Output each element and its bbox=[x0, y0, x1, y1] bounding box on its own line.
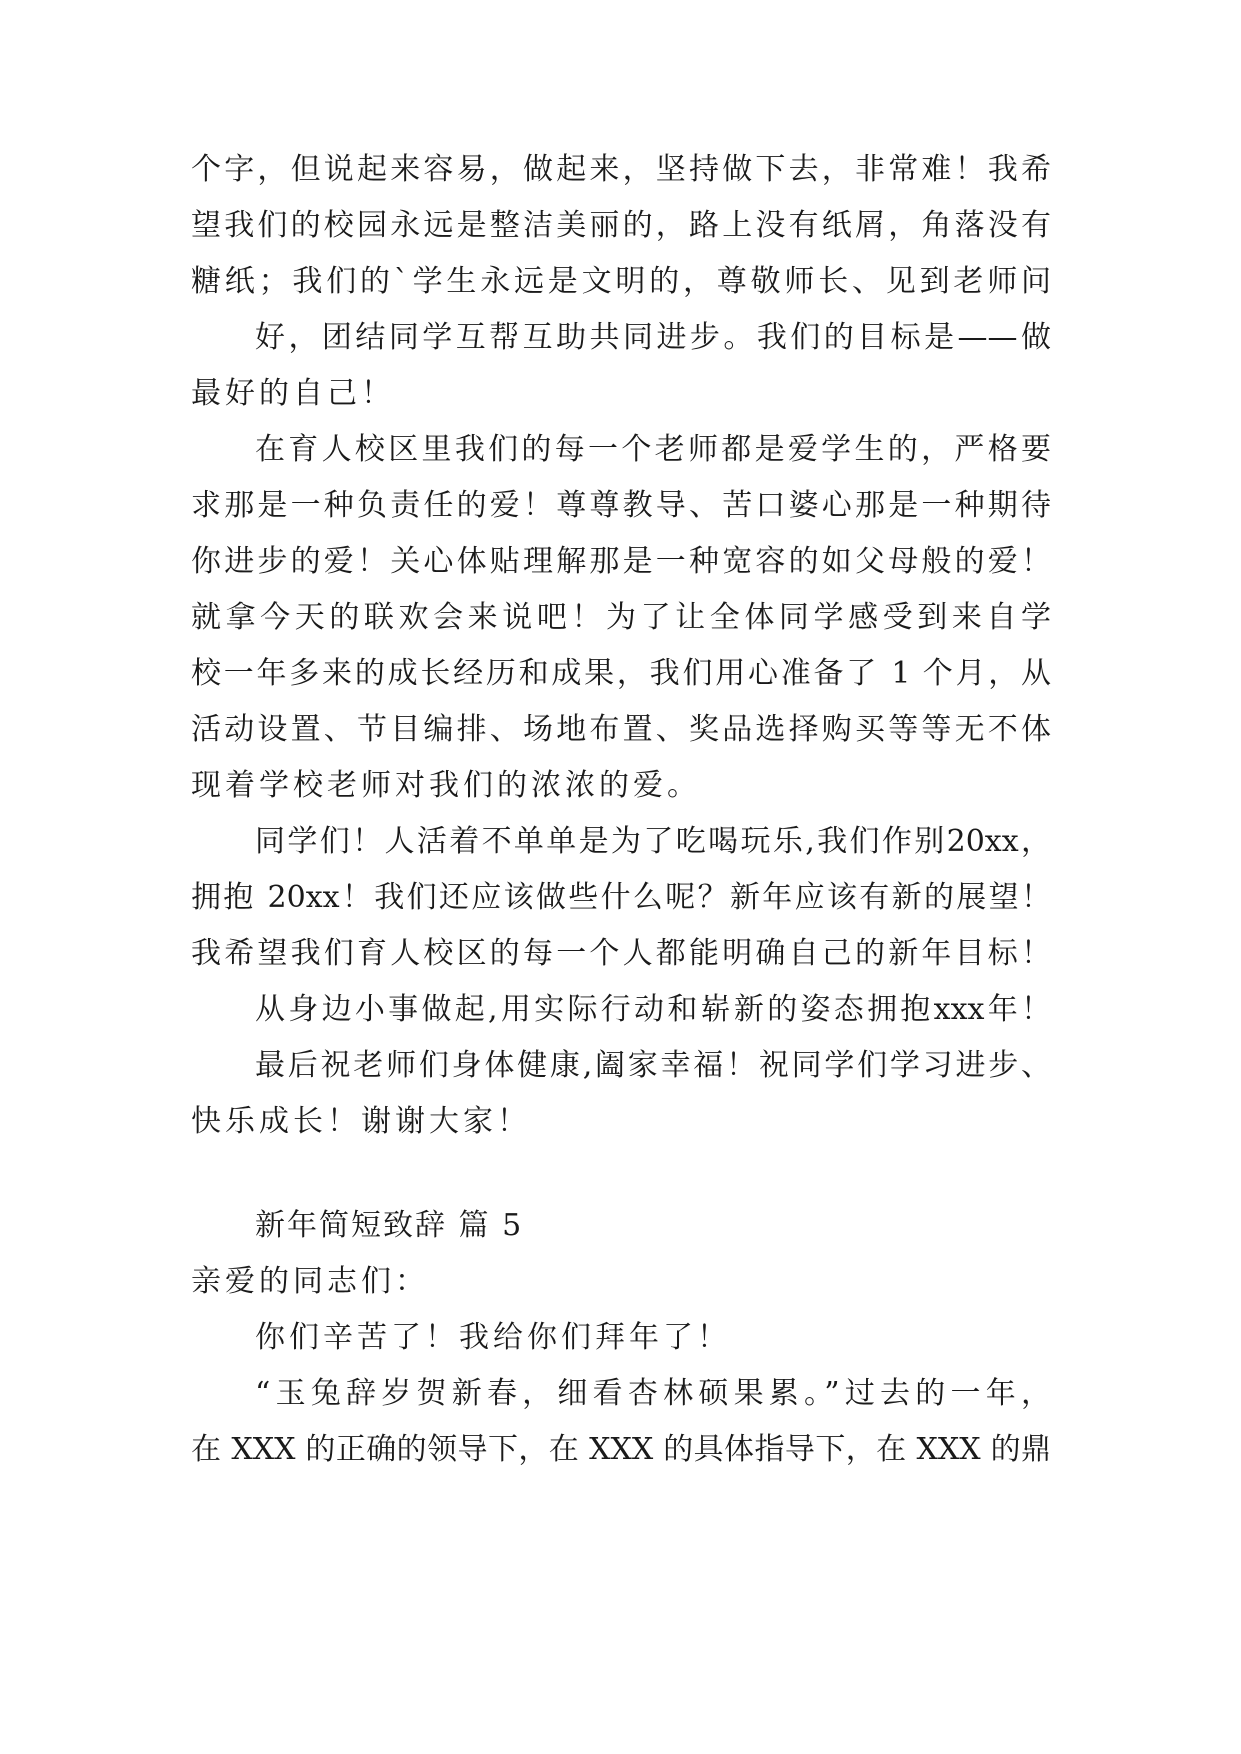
text-line: 你们辛苦了！我给你们拜年了！ bbox=[255, 1320, 731, 1355]
text-line: 在育人校区里我们的每一个老师都是爱学生的，严格要 bbox=[255, 432, 1051, 467]
text-line: 同学们！人活着不单单是为了吃喝玩乐,我们作别20xx， bbox=[255, 824, 1051, 859]
text-line: 从身边小事做起,用实际行动和崭新的姿态拥抱xxx年！ bbox=[255, 992, 1051, 1027]
text-line: 快乐成长！谢谢大家！ bbox=[191, 1104, 531, 1139]
text-line: 在 XXX 的正确的领导下，在 XXX 的具体指导下，在 XXX 的鼎 bbox=[191, 1432, 1051, 1467]
text-line: 最后祝老师们身体健康,阖家幸福！祝同学们学习进步、 bbox=[255, 1048, 1051, 1083]
text-line: 你进步的爱！关心体贴理解那是一种宽容的如父母般的爱！ bbox=[191, 544, 1051, 579]
text-line: 个字，但说起来容易，做起来，坚持做下去，非常难！我希 bbox=[191, 152, 1051, 187]
text-line: “玉兔辞岁贺新春，细看杏林硕果累。”过去的一年， bbox=[255, 1376, 1051, 1411]
text-line: 我希望我们育人校区的每一个人都能明确自己的新年目标！ bbox=[191, 936, 1051, 971]
text-line: 活动设置、节目编排、场地布置、奖品选择购买等等无不体 bbox=[191, 712, 1051, 747]
text-line: 拥抱 20xx！我们还应该做些什么呢？新年应该有新的展望！ bbox=[191, 880, 1051, 915]
text-line: 最好的自己！ bbox=[191, 376, 395, 411]
text-line: 求那是一种负责任的爱！尊尊教导、苦口婆心那是一种期待 bbox=[191, 488, 1051, 523]
text-line: 好，团结同学互帮互助共同进步。我们的目标是——做 bbox=[255, 320, 1051, 355]
section-heading: 新年简短致辞 篇 5 bbox=[255, 1208, 524, 1243]
text-line: 望我们的校园永远是整洁美丽的，路上没有纸屑，角落没有 bbox=[191, 208, 1051, 243]
text-line: 现着学校老师对我们的浓浓的爱。 bbox=[191, 768, 701, 803]
text-line: 就拿今天的联欢会来说吧！为了让全体同学感受到来自学 bbox=[191, 600, 1051, 635]
text-line: 校一年多来的成长经历和成果，我们用心准备了 1 个月，从 bbox=[191, 656, 1051, 691]
text-line: 糖纸；我们的`学生永远是文明的，尊敬师长、见到老师问 bbox=[191, 264, 1051, 299]
salutation: 亲爱的同志们： bbox=[191, 1264, 429, 1299]
